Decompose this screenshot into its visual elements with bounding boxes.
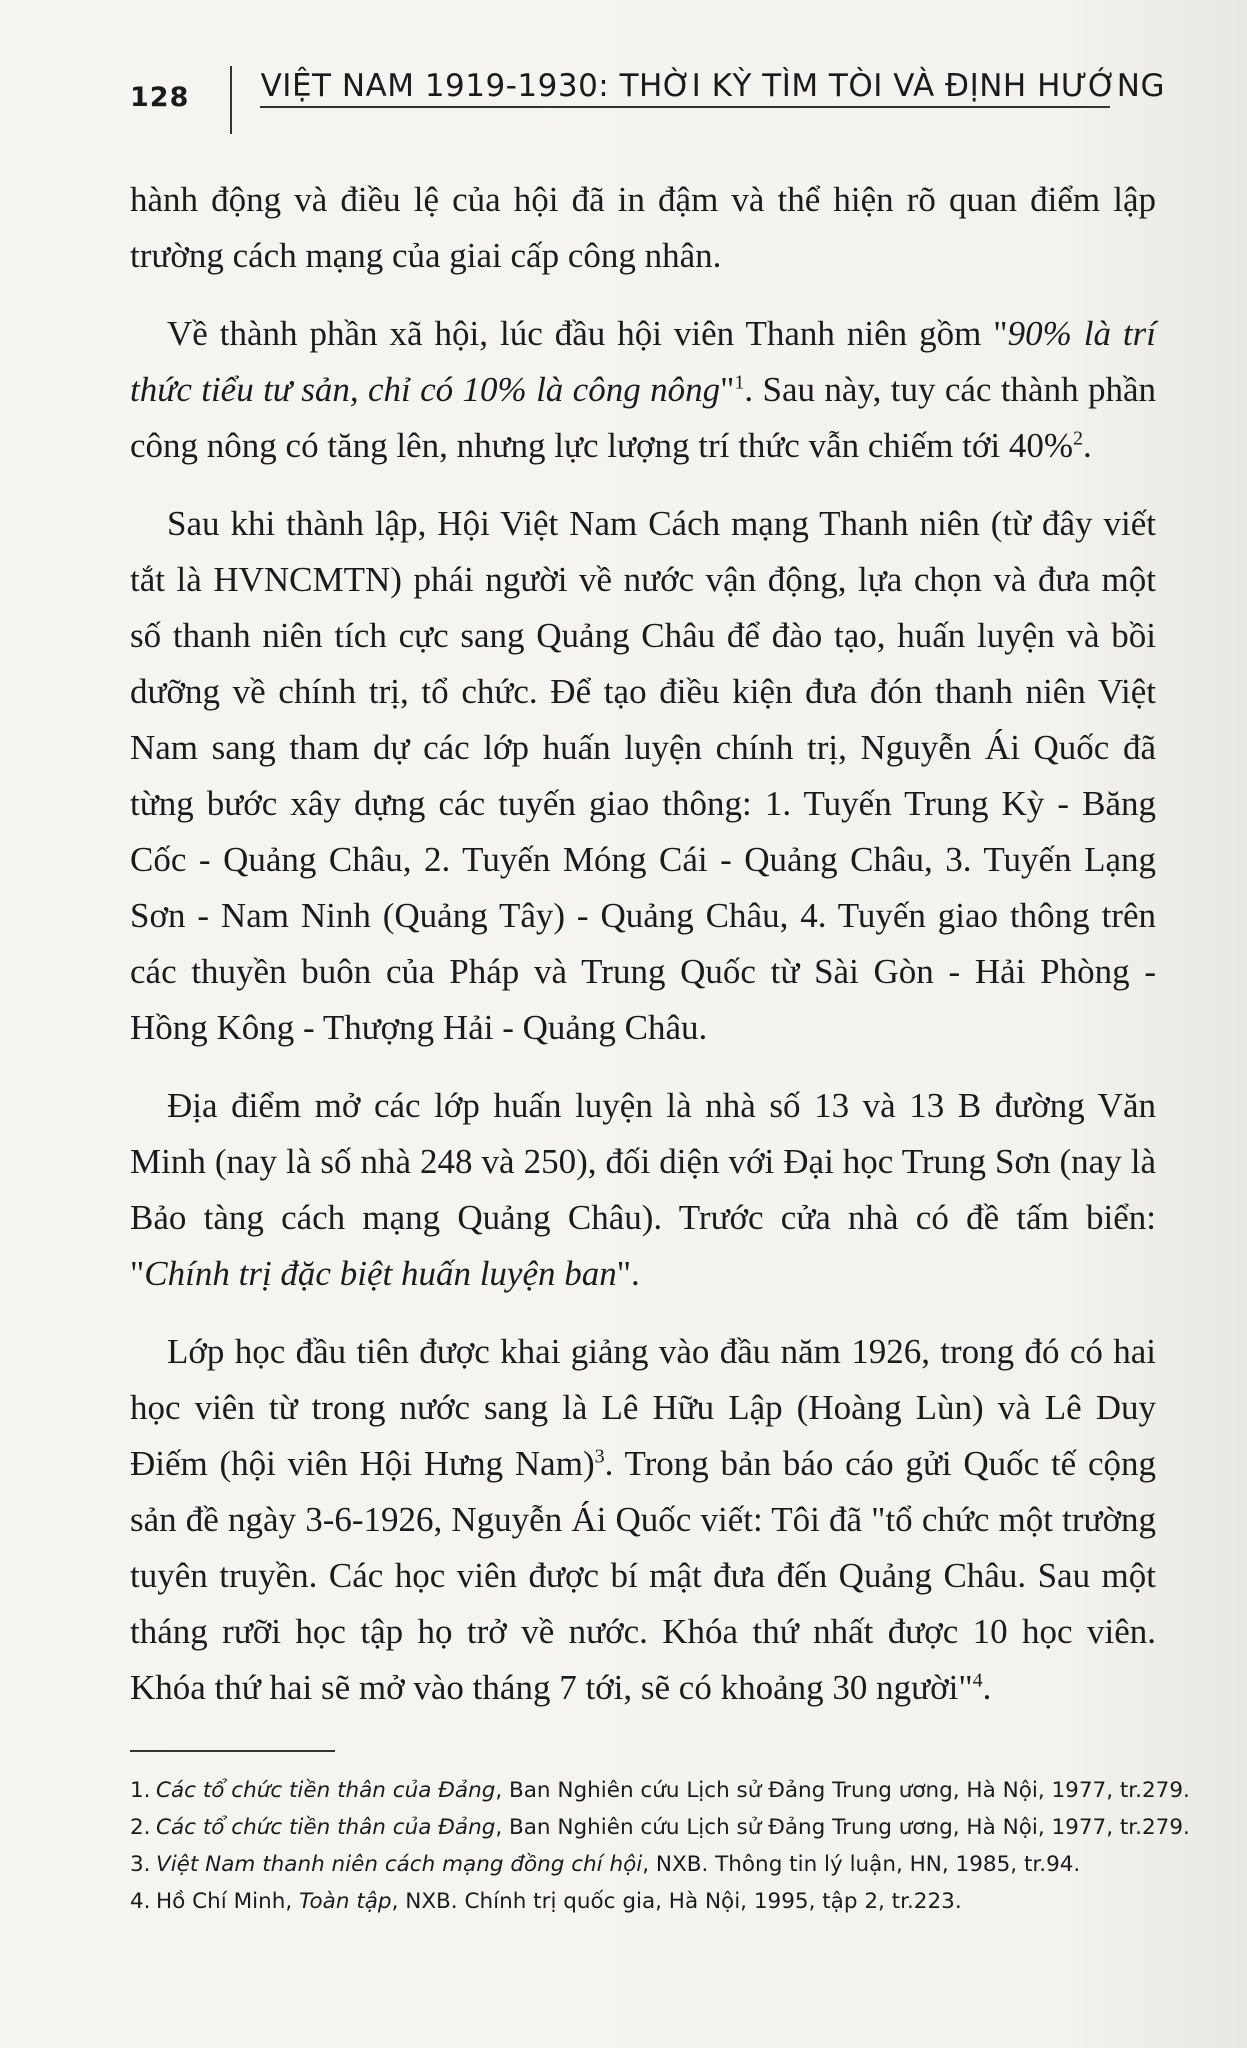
quote-italic: Chính trị đặc biệt huấn luyện ban	[144, 1254, 617, 1293]
footnote-3: 3. Việt Nam thanh niên cách mạng đồng chí hội, NXB. Thông tin lý luận, HN, 1985, tr.94.	[130, 1852, 1081, 1877]
footnote-ref-1: 1	[734, 371, 745, 394]
paragraph-1: hành động và điều lệ của hội đã in đậm và thể hiện rõ quan điểm lập trường cách mạng của giai cấp công nhân.	[130, 180, 1156, 275]
footnote-4: 4. Hồ Chí Minh, Toàn tập, NXB. Chính trị quốc gia, Hà Nội, 1995, tập 2, tr.223.	[130, 1889, 962, 1914]
footnote-1: 1. Các tổ chức tiền thân của Đảng, Ban Nghiên cứu Lịch sử Đảng Trung ương, Hà Nội, 1977, tr.279.	[130, 1778, 1190, 1803]
body-text	[130, 172, 1156, 1738]
paragraph-5: Lớp học đầu tiên được khai giảng vào đầu năm 1926, trong đó có hai học viên từ trong nước sang là Lê Hữu Lập (Hoàng Lùn) và Lê Duy Điếm (hội viên Hội Hưng Nam)$^3$. Trong bản báo cáo gửi Quốc tế cộng sản đề ngày 3-6-1926, Nguyễn Ái Quốc viết: Tôi đã "tổ chức một trường tuyên truyền. Các học viên được bí mật đưa đến Quảng Châu. Sau một tháng rưỡi học tập họ trở về nước. Khóa thứ nhất được 10 học viên. Khóa thứ hai sẽ mở vào tháng 7 tới, sẽ có khoảng 30 người"$^4$.	[130, 1332, 1156, 1707]
footnote-ref-3: 3	[594, 1445, 605, 1468]
paragraph-4: Địa điểm mở các lớp huấn luyện là nhà số 13 và 13 B đường Văn Minh (nay là số nhà 248 và 250), đối diện với Đại học Trung Sơn (nay là Bảo tàng cách mạng Quảng Châu). Trước cửa nhà có đề tấm biển: "Chính trị đặc biệt huấn luyện ban".	[130, 1086, 1156, 1293]
header-rule	[260, 106, 1110, 108]
paragraph-3: Sau khi thành lập, Hội Việt Nam Cách mạng Thanh niên (từ đây viết tắt là HVNCMTN) phái người về nước vận động, lựa chọn và đưa một số thanh niên tích cực sang Quảng Châu để đào tạo, huấn luyện và bồi dưỡng về chính trị, tổ chức. Để tạo điều kiện đưa đón thanh niên Việt Nam sang tham dự các lớp huấn luyện chính trị, Nguyễn Ái Quốc đã từng bước xây dựng các tuyến giao thông: 1. Tuyến Trung Kỳ - Băng Cốc - Quảng Châu, 2. Tuyến Móng Cái - Quảng Châu, 3. Tuyến Lạng Sơn - Nam Ninh (Quảng Tây) - Quảng Châu, 4. Tuyến giao thông trên các thuyền buôn của Pháp và Trung Quốc từ Sài Gòn - Hải Phòng - Hồng Kông - Thượng Hải - Quảng Châu.	[130, 504, 1156, 1047]
page-header	[130, 58, 1165, 128]
paragraph-2: Về thành phần xã hội, lúc đầu hội viên Thanh niên gồm "90% là trí thức tiểu tư sản, chỉ có 10% là công nông"$^1$. Sau này, tuy các thành phần công nông có tăng lên, nhưng lực lượng trí thức vẫn chiếm tới 40%$^2$.	[130, 314, 1156, 465]
footnote-ref-2: 2	[1072, 427, 1083, 450]
quote-italic: 90% là trí thức tiểu tư sản, chỉ có 10% là công nông	[130, 314, 1156, 409]
footnote-2: 2. Các tổ chức tiền thân của Đảng, Ban Nghiên cứu Lịch sử Đảng Trung ương, Hà Nội, 1977, tr.279.	[130, 1815, 1190, 1840]
footnotes	[130, 1772, 1190, 1920]
page-number: 128	[130, 82, 190, 113]
footnote-ref-4: 4	[972, 1669, 983, 1692]
footnote-rule	[130, 1750, 335, 1752]
running-title: VIỆT NAM 1919-1930: THỜI KỲ TÌM TÒI VÀ ĐỊNH HƯỚNG	[260, 68, 1165, 104]
header-divider	[230, 66, 232, 134]
